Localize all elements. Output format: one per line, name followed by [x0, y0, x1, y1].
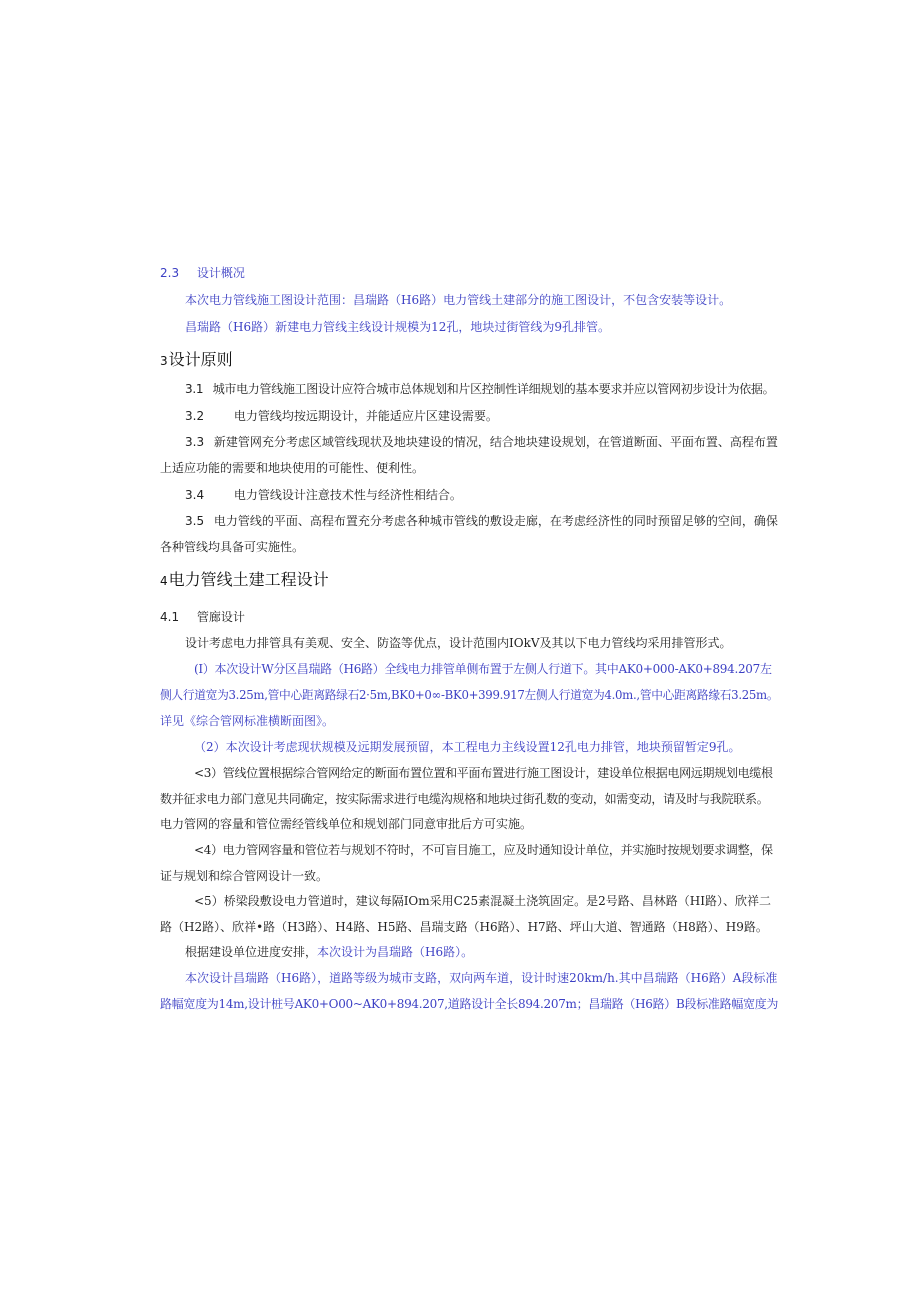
chapter-title: 设计原则	[168, 350, 233, 369]
paragraph: 设计考虑电力排管具有美观、安全、防盗等优点，设计范围内IOkV及其以下电力管线均采用排管形式。	[185, 636, 732, 650]
list-item: 3.1 城市电力管线施工图设计应符合城市总体规划和片区控制性详细规划的基本要求并应以管网初步设计为依据。	[185, 382, 775, 396]
chapter-3-heading	[160, 350, 233, 371]
paragraph: 本次电力管线施工图设计范围：昌瑞路（H6路）电力管线土建部分的施工图设计，不包含安装等设计。	[185, 293, 732, 307]
paragraph: <5）桥梁段敷设电力管道时，建议每隔IOm采用C25素混凝土浇筑固定。是2号路、昌林路（HI路）、欣祥二	[194, 894, 771, 908]
paragraph: <4）电力管网容量和管位若与规划不符时，不可盲目施工，应及时通知设计单位，并实施时按规划要求调整，保	[194, 843, 773, 857]
list-item: 3.3 新建管网充分考虑区域管线现状及地块建设的情况，结合地块建设规划，在管道断面、平面布置、高程布置	[185, 435, 778, 449]
chapter-number: 4	[160, 574, 168, 588]
list-item-continuation: 上适应功能的需要和地块使用的可能性、便利性。	[160, 461, 425, 475]
paragraph-continuation: 证与规划和综合管网设计一致。	[160, 869, 329, 883]
list-item: 3.4 电力管线设计注意技术性与经济性相结合。	[185, 488, 462, 502]
paragraph-continuation: 路幅宽度为14m,设计桩号AK0+O00~AK0+894.207,道路设计全长894.207m；昌瑞路（H6路）B段标准路幅宽度为	[160, 997, 779, 1011]
paragraph: 根据建设单位进度安排，本次设计为昌瑞路（H6路）。	[185, 945, 474, 959]
paragraph-continuation: 详见《综合管网标准横断面图》。	[160, 714, 335, 728]
paragraph-continuation: 路（H2路）、欣祥•路（H3路）、H4路、H5路、昌瑞支路（H6路）、H7路、坪山大道、智通路（H8路）、H9路。	[160, 920, 768, 934]
list-item-continuation: 各种管线均具备可实施性。	[160, 540, 305, 554]
paragraph: <3）管线位置根据综合管网给定的断面布置位置和平面布置进行施工图设计，建设单位根据电网远期规划电缆根	[194, 766, 773, 780]
paragraph-continuation: 数并征求电力部门意见共同确定，按实际需求进行电缆沟规格和地块过街孔数的变动，如需变动，请及时与我院联系。	[160, 792, 769, 806]
paragraph: （2）本次设计考虑现状规模及远期发展预留，本工程电力主线设置12孔电力排管，地块预留暂定9孔。	[194, 740, 741, 754]
chapter-4-heading	[160, 570, 329, 591]
paragraph-continuation: 侧人行道宽为3.25m,管中心距离路绿石2·5m,BK0+0∞-BK0+399.917左侧人行道宽为4.0m.,管中心距离路缘石3.25m。	[160, 688, 779, 702]
paragraph: 本次设计昌瑞路（H6路），道路等级为城市支路，双向两车道，设计时速20km/h.其中昌瑞路（H6路）A段标准	[185, 971, 778, 985]
paragraph: 昌瑞路（H6路）新建电力管线主线设计规模为12孔，地块过街管线为9孔排管。	[185, 320, 611, 334]
section-number: 2.3	[160, 266, 180, 280]
subsection-4-1-heading: 4.1 管廊设计	[160, 610, 245, 624]
list-item: 3.5 电力管线的平面、高程布置充分考虑各种城市管线的敷设走廊，在考虑经济性的同时预留足够的空间，确保	[185, 514, 778, 528]
paragraph-continuation: 电力管网的容量和管位需经管线单位和规划部门同意审批后方可实施。	[160, 817, 533, 831]
section-2-3-heading	[160, 265, 245, 281]
section-title: 设计概况	[196, 266, 245, 280]
paragraph: (I）本次设计W分区昌瑞路（H6路）全线电力排管单侧布置于左侧人行道下。其中AK0+000-AK0+894.207左	[194, 662, 772, 676]
list-item: 3.2 电力管线均按远期设计，并能适应片区建设需要。	[185, 409, 498, 423]
chapter-title: 电力管线土建工程设计	[168, 570, 329, 589]
chapter-number: 3	[160, 354, 168, 368]
